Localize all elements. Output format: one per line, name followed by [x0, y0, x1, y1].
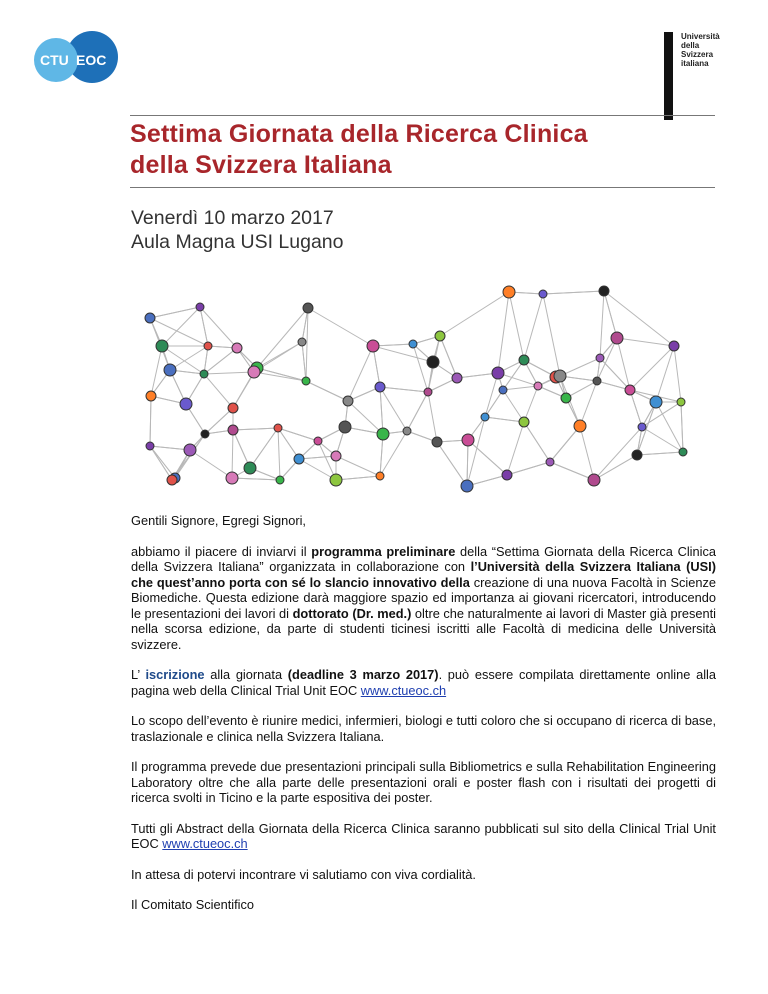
usi-line: Svizzera: [681, 50, 714, 59]
network-edge: [302, 342, 306, 381]
network-node: [424, 388, 432, 396]
network-node: [302, 377, 310, 385]
network-node: [244, 462, 256, 474]
network-node: [481, 413, 489, 421]
network-node: [435, 331, 445, 341]
network-node: [519, 417, 529, 427]
network-node: [502, 470, 512, 480]
bold-doctorate: dottorato (Dr. med.): [292, 605, 412, 621]
network-node: [145, 313, 155, 323]
network-edge: [524, 294, 543, 360]
network-edge: [170, 346, 208, 370]
network-edge: [233, 428, 278, 430]
network-edge: [503, 390, 524, 422]
network-node: [679, 448, 687, 456]
network-node: [625, 385, 635, 395]
network-node: [574, 420, 586, 432]
paragraph-registration: L’ iscrizione alla giornata (deadline 3 marzo 2017). può essere compilata direttamente online alla pagina web della Clinical Trial Unit EOC www.ctueoc.ch: [131, 667, 717, 698]
bold-program: programma preliminare: [311, 543, 456, 559]
network-node: [232, 343, 242, 353]
network-node: [599, 286, 609, 296]
network-edge: [380, 387, 428, 392]
network-edge: [503, 386, 538, 390]
network-node: [226, 472, 238, 484]
network-node: [330, 474, 342, 486]
network-node: [200, 370, 208, 378]
network-node: [204, 342, 212, 350]
network-edge: [440, 336, 457, 378]
network-edge: [254, 372, 306, 381]
network-edge: [232, 478, 280, 480]
network-node: [492, 367, 504, 379]
network-edge: [380, 387, 407, 431]
network-node: [427, 356, 439, 368]
network-illustration: [130, 250, 700, 505]
network-edge: [204, 374, 233, 408]
network-edge: [509, 292, 524, 360]
network-node: [403, 427, 411, 435]
paragraph-closing: In attesa di potervi incontrare vi salutiamo con viva cordialità.: [131, 866, 476, 882]
network-edge: [485, 417, 524, 422]
title-line-1: Settima Giornata della Ricerca Clinica: [130, 120, 588, 148]
network-edge: [257, 368, 306, 381]
network-node: [196, 303, 204, 311]
ctu-logo-text: CTU: [40, 52, 69, 68]
network-edge: [428, 392, 437, 442]
network-edge: [485, 390, 503, 417]
network-edge: [204, 348, 237, 374]
network-node: [503, 286, 515, 298]
network-node: [343, 396, 353, 406]
network-node: [519, 355, 529, 365]
network-node: [452, 373, 462, 383]
network-edge: [600, 291, 604, 358]
network-node: [167, 475, 177, 485]
document-title: [130, 115, 715, 188]
network-edge: [150, 446, 175, 478]
network-edge: [150, 396, 151, 446]
network-edge: [250, 428, 278, 468]
network-node: [596, 354, 604, 362]
paragraph-scope: Lo scopo dell’evento è riunire medici, infermieri, biologi e tutti coloro che si occupano di ricerca di base, traslazionale e clinica nella Svizzera Italiana.: [131, 713, 716, 744]
network-node: [650, 396, 662, 408]
network-edge: [617, 338, 630, 390]
network-node: [632, 450, 642, 460]
network-edge: [507, 422, 524, 475]
usi-line: italiana: [681, 59, 709, 68]
network-edge: [348, 401, 383, 434]
network-edge: [543, 294, 560, 376]
network-edge: [507, 462, 550, 475]
bold-usi: l’Università della Svizzera Italiana (USI) che quest’anno porta con sé lo slancio innovativo della: [131, 559, 716, 590]
network-node: [669, 341, 679, 351]
network-edge: [630, 390, 642, 427]
paragraph-abstracts: Tutti gli Abstract della Giornata della Ricerca Clinica saranno pubblicati sul sito della Clinical Trial Unit EOC www.ctueoc.ch: [131, 820, 716, 851]
network-edge: [524, 422, 550, 462]
network-edge: [498, 292, 509, 373]
network-node: [677, 398, 685, 406]
network-node: [339, 421, 351, 433]
network-node: [331, 451, 341, 461]
network-node: [276, 476, 284, 484]
greeting: Gentili Signore, Egregi Signori,: [131, 513, 306, 528]
network-node: [303, 303, 313, 313]
network-edge: [299, 456, 336, 459]
network-node: [184, 444, 196, 456]
network-node: [164, 364, 176, 376]
paragraph-intro: abbiamo il piacere di inviarvi il programma preliminare della “Settima Giornata della Ricerca Clinica della Svizzera Italiana” organizzata in collaborazione con l’Università della Svizzera Italiana (USI) che quest’anno porta con sé lo slancio innovativo della creazione di una nuova Facoltà in Scienze Biomediche. Questa edizione darà maggiore spazio ed importanza ai giovani ricercatori, introducendo le presentazioni dei lavori di dottorato (Dr. med.) oltre che naturalmente ai lavori di Master già presenti nella scorsa edizione, da parte di studenti ticinesi iscritti alle Facoltà di medicina delle Università svizzere.: [131, 543, 717, 652]
network-edge: [232, 430, 233, 478]
network-edge: [150, 446, 172, 480]
eoc-logo-text: EOC: [76, 52, 107, 68]
network-edge: [560, 358, 600, 376]
network-node: [248, 366, 260, 378]
network-edge: [642, 427, 683, 452]
signature: Il Comitato Scientifico: [131, 897, 255, 912]
network-edge: [278, 428, 318, 441]
network-node: [228, 425, 238, 435]
network-nodes: [145, 286, 687, 492]
network-edge: [306, 381, 348, 401]
network-edge: [440, 292, 509, 336]
network-edge: [336, 456, 380, 476]
event-info: [131, 206, 343, 254]
network-edge: [642, 402, 681, 427]
network-edge: [278, 428, 280, 480]
network-node: [534, 382, 542, 390]
usi-line: della: [681, 41, 700, 50]
usi-logo: [664, 32, 720, 120]
usi-line: Università: [681, 32, 720, 41]
network-node: [611, 332, 623, 344]
network-node: [367, 340, 379, 352]
letter-body: [131, 513, 716, 928]
usi-logo-text: [681, 32, 720, 120]
network-node: [561, 393, 571, 403]
network-edge: [467, 440, 468, 486]
network-edge: [200, 307, 237, 348]
network-edge: [550, 462, 594, 480]
network-node: [546, 458, 554, 466]
network-node: [314, 437, 322, 445]
network-node: [294, 454, 304, 464]
network-node: [593, 377, 601, 385]
network-edge: [190, 450, 232, 478]
network-node: [409, 340, 417, 348]
network-edge: [200, 307, 208, 346]
network-edge: [524, 386, 538, 422]
network-edge: [278, 428, 299, 459]
registration-highlight: iscrizione: [145, 667, 205, 682]
event-date: Venerdì 10 marzo 2017: [131, 207, 334, 229]
network-node: [432, 437, 442, 447]
network-node: [377, 428, 389, 440]
network-edge: [485, 373, 498, 417]
network-edge: [336, 476, 380, 480]
network-edge: [468, 440, 507, 475]
network-edge: [550, 426, 580, 462]
network-edge: [204, 372, 254, 374]
network-edge: [637, 452, 683, 455]
network-node: [228, 403, 238, 413]
network-edge: [543, 291, 604, 294]
usi-logo-bar: [664, 32, 673, 120]
network-edge: [348, 346, 373, 401]
network-edge: [594, 455, 637, 480]
network-node: [499, 386, 507, 394]
ctueoc-link[interactable]: www.ctueoc.ch: [360, 682, 447, 698]
network-edge: [674, 346, 681, 402]
network-edge: [407, 392, 428, 431]
event-venue: Aula Magna USI Lugano: [131, 231, 344, 253]
network-edge: [604, 291, 617, 338]
network-edge: [580, 381, 597, 426]
network-node: [375, 382, 385, 392]
paragraph-program: Il programma prevede due presentazioni principali sulla Bibliometrics e sulla Rehabilitation Engineering Laboratory oltre che alla parte delle presentazioni orali e poster flash con i risultati dei progetti di ricerca svolti in Ticino e la parte espositiva dei poster.: [131, 759, 716, 805]
network-node: [146, 442, 154, 450]
network-edge: [681, 402, 683, 452]
network-edge: [308, 308, 373, 346]
network-node: [376, 472, 384, 480]
network-node: [588, 474, 600, 486]
network-node: [274, 424, 282, 432]
network-node: [201, 430, 209, 438]
network-node: [554, 370, 566, 382]
network-node: [180, 398, 192, 410]
network-edge: [380, 387, 383, 434]
network-edge: [150, 307, 200, 318]
network-node: [638, 423, 646, 431]
deadline-text: (deadline 3 marzo 2017): [287, 667, 439, 682]
title-line-2: della Svizzera Italiana: [130, 151, 392, 179]
network-edges: [150, 291, 683, 486]
network-edge: [437, 442, 467, 486]
network-node: [539, 290, 547, 298]
ctueoc-link[interactable]: www.ctueoc.ch: [162, 836, 248, 851]
network-node: [156, 340, 168, 352]
ctueoc-logo: [30, 30, 126, 86]
network-node: [298, 338, 306, 346]
network-node: [461, 480, 473, 492]
network-edge: [580, 426, 594, 480]
network-node: [462, 434, 474, 446]
network-edge: [467, 417, 485, 486]
network-node: [146, 391, 156, 401]
